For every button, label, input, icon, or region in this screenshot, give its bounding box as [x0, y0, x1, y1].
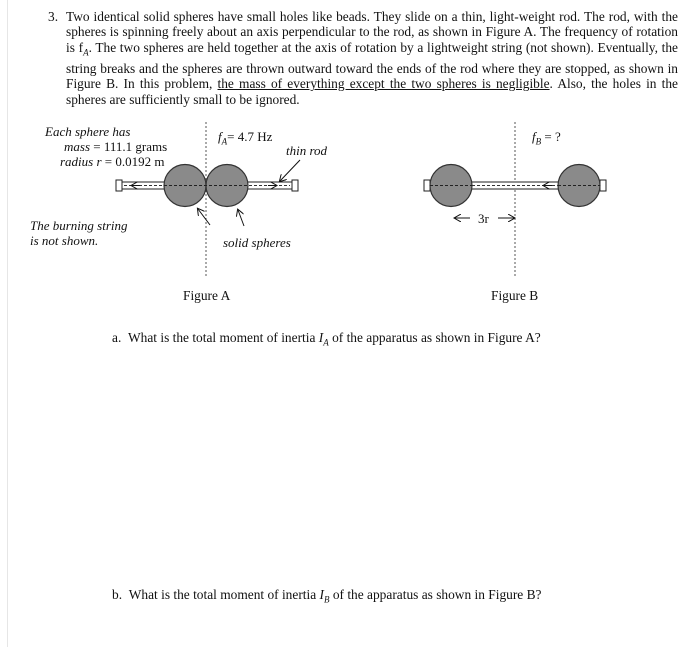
end-stop-left-b — [424, 180, 430, 191]
thin-rod-label: thin rod — [286, 143, 328, 158]
figure-a — [116, 122, 300, 278]
burning-string-label-1: The burning string — [30, 218, 128, 233]
frequency-a-label: $f_A= 4.7$ Hz — [218, 129, 273, 147]
underlined-note: the mass of everything except the two spheres is negligible — [217, 76, 550, 92]
solid-spheres-label: solid spheres — [223, 235, 291, 250]
frequency-b-label: $f_B$ = ? — [532, 129, 561, 147]
sphere-pointer-left — [198, 209, 210, 225]
end-stop-right-b — [600, 180, 606, 191]
figure-b — [424, 122, 606, 278]
mass-label: mass = 111.1 grams — [64, 139, 168, 154]
question-a: a. What is the total moment of inertia $I_A$ of the apparatus as shown in Figure A? — [112, 330, 541, 348]
problem-text: Two identical solid spheres have small holes like beads. They slide on a thin, light-weight rod. The rod, with the spheres is spinning freely about an axis perpendicular to the rod, as shown in Figure A. The frequency of rotation is $f_A$. The two spheres are held together at the axis of rotation by a lightweight string (not shown). Eventually, the string breaks and the spheres are thrown outward toward the ends of the rod where they are stopped, as shown in Figure B. In this problem, the mass of everything except the two spheres is negligible. Also, the holes in the spheres are sufficiently small to be ignored. — [66, 9, 678, 107]
each-sphere-label: Each sphere has — [45, 124, 131, 139]
radius-label: radius r = 0.0192 m — [60, 154, 165, 169]
end-stop-right-a — [292, 180, 298, 191]
figure-b-caption: Figure B — [491, 288, 539, 303]
figure-a-caption: Figure A — [183, 288, 231, 303]
thin-rod-pointer — [280, 160, 300, 181]
problem-number: 3. — [48, 9, 59, 24]
sphere-pointer-right — [238, 210, 244, 226]
end-stop-left-a — [116, 180, 122, 191]
burning-string-label-2: is not shown. — [30, 233, 99, 248]
question-b: b. What is the total moment of inertia $I_B$ of the apparatus as shown in Figure B? — [112, 587, 542, 605]
distance-3r-label: 3r — [478, 211, 489, 226]
